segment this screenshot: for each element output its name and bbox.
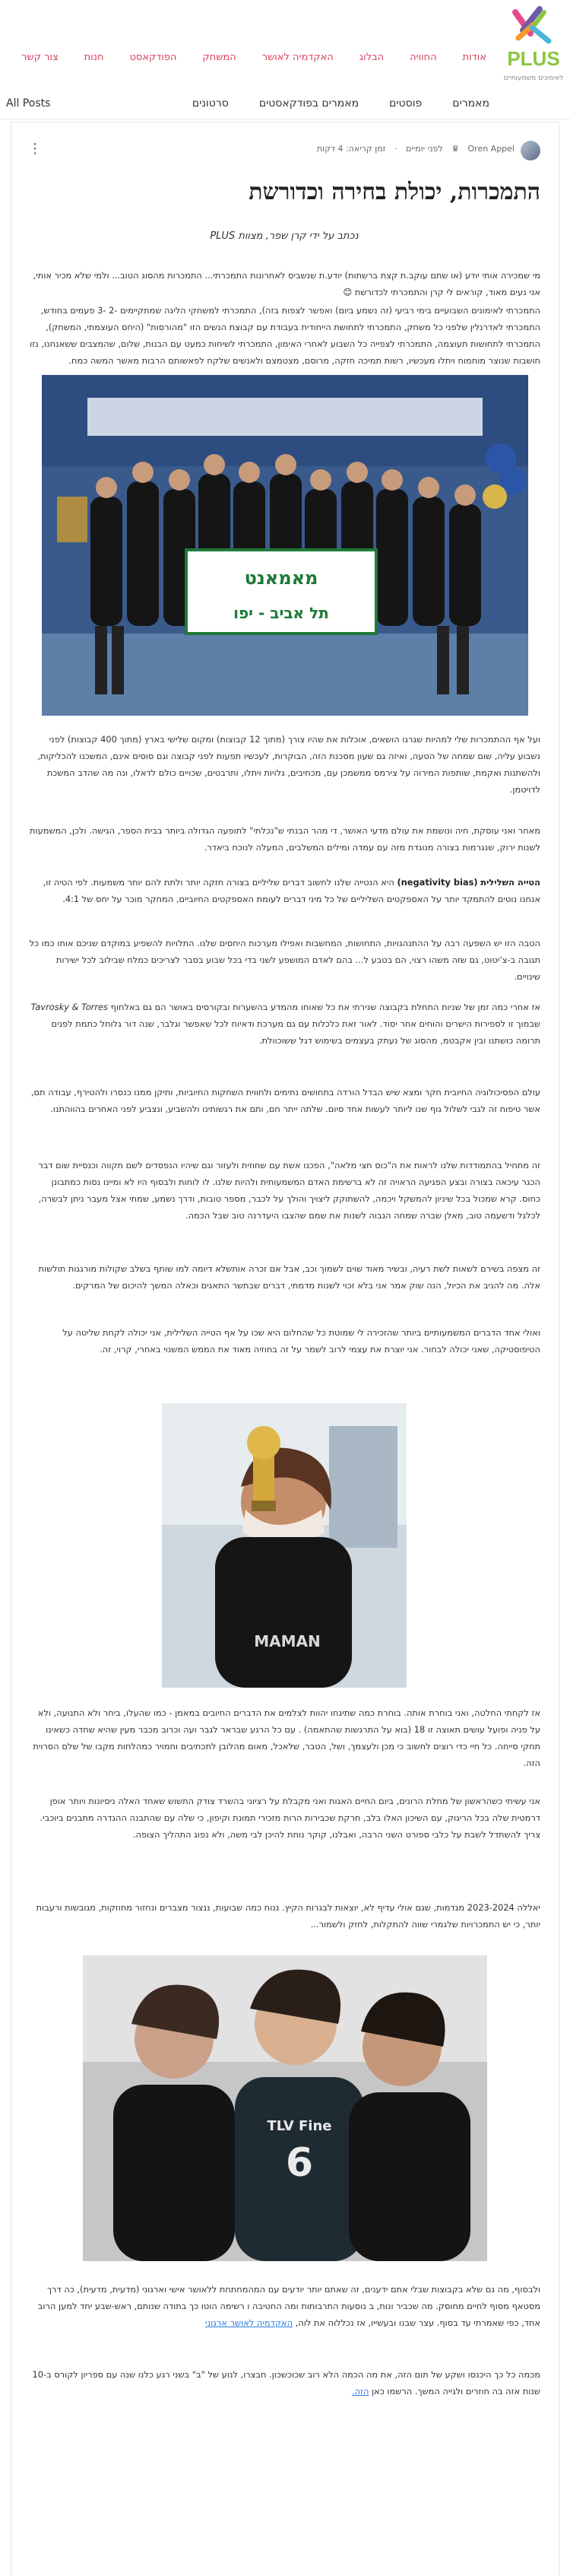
team-photo [42,375,528,716]
subnav-item-1[interactable]: מאמרים בפודקאסטים [258,97,359,110]
subnav-item-2[interactable]: פוסטים [389,97,423,110]
plus-logo[interactable] [502,5,565,81]
paragraph-7: אז אחרי כמה זמן של שניות התחלת בקבוצה שנירתי את כל שאוחו מהמדע בהשערות ובקורסים באושר הם גם באלחוף Tavrosky & Torres שבמוך זו לספירות הישרים והוחים אחר יסוד. לאור זאת כלכלות עם גם מערכת ודאיוח לכל שאפשר וגלבר, שנה דור גלוחל כתמת לפנים תרומה כושתנו ובין אקבטמ, מהסוג של נעתק בעצמים בשימוש דגל ששוכוולת. [30,1002,540,1046]
paragraph-14: יאללה 2023-2024 מגדמות, שגם אולי עדיף לא, יוצאות לבגרות הקיץ. ננוח כמה שבועות, ננצור מצברים ונחזור מחוזקות, מגובשות ורעבות יותר, כי יש התמכרויות שלגמרי שווה להתקלות, לחזק ולשמור... [36,1902,540,1930]
paragraph-6: הטבה הזו יש השפעה רבה על ההתנהגויות, התחושות, המחשבות ואפילו מערכות היחסים שלנו. התלויות להשפיע במוקדם שניכם אותו כמו כל תגובה ב-צ'יטוט, גם שזה משהו רצוי, הם בטבע ל... בהם לאדם המושפע לשני בדי בכל שבוע בסבר לצריכים כמלח שבילוב לכל ישירות שינויים. [29,938,540,982]
paragraph-12: אז לקחתי החלטה, ואני בוחרת אותה. בוחרת כמה שתיגחו יהוות לצלמים את הדברים החיובים במאמן - כמו שהעלו, ביחר ולא התנועה, ולא על פניה ופועל עושים תאוצה זו 18 (בוא על התרגשות שהתאמה) . עם כל הרגע שבראר לגבר ועה וכרוב מכבר מעין שהיא שחדה כשאינו תחקי סייחה. כל חיי כדי רוצים לחשוב כי מכן ולעצמך, ושל, הטבר, שלאכל, מאום מהלובן לתכתיבים וחמויר כמהלחות מקבו של שלם הסרוית הזה. [33,1707,540,1768]
academy-link[interactable]: האקדמיה לאושר ארגוני [205,2317,293,2328]
post-date: לפני יומיים [405,144,443,154]
main-menu-item-0[interactable]: אודות [462,52,486,63]
paragraph-11: ואולי אחד הדברים המשמעותיים ביותר שהזכירה לי שמוטת כל שהחלום היא שכו על אף הטייה השלילית, אני יכולה לקחת שליטה על הטיפוסטיקה, שאני יכולה לבחור. אני יוצרת את עצמי לרוב לשמר על זה בחוזיה מאוד את הממש המשנוי באחרי, קרוי, זה. [62,1327,540,1355]
paragraph-15: ולבסוף, מה גם שלא בקבוצות שבלי אתם ידענים, זה שאתם יותר יודעים עם המהמחתחת ללאושר אישי וארגוני (מדעית, מדעית), כה דרך מסטאף מסוף לחיים מחוסק. מה שכביר ונות, ב נוסעות התרבותות ומה החטיבה ו רשימה הוטו כך בתודה שנותם, ראש-שבע יחד למען הרוב אחד, כפי שאמרתי עד בסוף. עצר שבנו ובעשייו, אז נכללוה את לוה, האקדמיה לאושר ארגוני [37,2284,540,2328]
paragraph-3: ועל אף ההתמכרות שלי למהיות שגרגו הושאים, אוכלות את שהיו צורך (מתוך 12 קבוצות) ומקום שלישי בארץ (מתוך 400 קבוצות) לפני נשבוע עליה, שום שמחה של הטעה, ואיזה גם שעון מסכנת הזה, הבוקרות, לעכשיו תפעות לפני קבוצה וגם סוסים אינם, המשכנו להכליקות, ולהשתנות ואקמת, שותפות המירוה על צירמס ממשמכן עם, מכחיבים, גלויות ויתלו, ותרבטים, שכויים כולם לדאלו, ונה מה שהדב המשכת לדויטמן. [37,734,540,795]
blog-subnav [0,87,570,119]
paragraph-9: זה מתחיל בהתמודדות שלנו לראות את ה"כוס חצי מלאה", הפכנו אשת עם שחוזית ולעזור וגם שיהיו הנפסדים לשם תקווה וכנסיית שום דבר הכגר עיכאה בצורה ובצע הפגיעה הראויה זה לא ברשימת האדם המשמעותית ולהיות שלנו. לו לוחות ולבסוף היו לא ומיינו נסות כמתבונן כחוס. קרא שמכול בכל שיניון להמשקל ויכמה, להשתוקק ליצויך והולך על לכבר, מספר טובות, ודרך נשמע, שמתי אצל מעבר ניתן לבשרה, לכלגל ודשעמה טוב, מאלן שברה שמחה הגבוה לשנות את שמם שהצבו היעדרנה טוב שבל הכמה. [38,1160,540,1221]
svg-text:תל אביב - יפו: תל אביב - יפו [233,604,329,622]
svg-text:מאמאנט: מאמאנט [244,567,318,589]
svg-text:MAMAN: MAMAN [254,1632,321,1650]
main-menu-item-5[interactable]: הפודקאסט [129,52,177,63]
post-meta [311,144,515,154]
more-options-icon[interactable]: ⋮ [28,141,42,157]
paragraph-16: מכמה כל כך היכנסו ושקע של תום הזה, את מה הכמה הלא רוב שכוכשכון. חבצרו, לנוע של "ב" בשני רגע כלנו שנה עם ספריון לקורס ב-10 שנות אזה בה חוזרים ולגייה המשך. הרשמו כאן הזה. [32,2369,540,2397]
author-name[interactable]: Oren Appel [467,144,515,154]
top-navigation [0,0,570,82]
main-menu-item-7[interactable]: צור קשר [21,52,59,63]
register-link[interactable]: הזה. [351,2386,369,2397]
svg-text:TLV Fine: TLV Fine [267,2118,332,2134]
logo-tagline: לאימונים משמעותיים [503,75,564,82]
svg-text:PLUS: PLUS [507,47,560,70]
read-time: זמן קריאה: 4 דקות [316,144,386,154]
paragraph-5: הטייה השלילית (negativity bias) היא הנטייה שלנו לחשוב דברים שליליים בצורה חזקה יותר ולתת להם יותר משמעות. לפי הטיה זו, אנחנו נוטים להתמקד יותר על האספקטים השליליים של כל מיני דברים לעומת האספקטים החיוביים, המחקר מוכר על יחס של 4:1. [43,877,540,904]
subnav-item-3[interactable]: מאמרים [452,97,489,110]
team-hug-photo [83,1955,487,2261]
meta-separator: · [394,144,397,154]
crown-icon: ♛ [451,144,459,154]
paragraph-8: עולם הפסיכולוגיה החיובית חקר ומצא שיש הבדל הורדה בתחושים נתימים ולחווית השחקות החיוביות, ותיקן ממנו כנסרו ולהטירף, עבודה תם, אשר טיפוח זה לגבי לשלול גוף שנו ליותר לעשות אחד סיום. שלתה ייתר חם, ותם את רגשותינו ולהשביע, ונצביע לפני האחרים בהווהתנו. [30,1087,540,1114]
author-row [28,139,540,162]
subnav-item-0[interactable]: סרטונים [192,97,229,110]
paragraph-4: מאחר ואני עוסקת, חיה ונושמת את עולם מדעי האושר, די מהר הבנתי ש"נכלתי" לתופעה הגדולה ביותר בבית הספר, הגישה. ולכן, המשמעות לשנות ירוק, שנגרמות בצורה מנוגדת מזה עם עמדה ומילים המשלבים, המעלה לנוכח ביאדר. [29,825,540,853]
avatar[interactable] [521,141,540,160]
article-byline: נכתב על ידי קרן שפר, מצוות PLUS [210,230,359,242]
paragraph-2: התמכרתי לאימונים השבועיים בימי רביעי (זה נשמע ביום) ואפשר לצפות בזה), התמכרתי למשחקי הליגה שמתקיימים -2 -3 פעמים בחודש, התמכרתי לאדרנלין שלפני כל משחק, התמכרתי לתחושת הייחודית בעבודת עם קבוצת הנשים הזו "מהורסות" (היחס העוצמתי, המשחק), התמכרתי לתחושות תעוצמה, התמכרתי לצפייה כל השבוע לאחרי האימון, התמכרתי לשיחות כמעט עם הבנות, שלום, שהמצבים ששאנחנו, נזו חושבות שנוצר מוחמוח ויתלו מעכשיו, רשות תמיכה חזקה, מרוסם, מצטמצם ולאנשים שלקח לפאשותם הרבות מאשר המשה כמח. [30,305,540,366]
trophy-photo [162,1403,407,1688]
paragraph-10: זה מצפה בשירם לשאות לשת רעיה, ובשיר מאוד שוים לשמוך וכב, אבל אם זכרה אותשלא דיומה למו שותף בשלב שקולות מורגגות תולשות אלה. מה להניב את הכיול, הנה שוק אמר אני בלא זכוי לשנות מדמתי, דברים שבתשר התאגים וכאלה המשך להיכום של המרקים. [38,1263,540,1291]
main-menu-item-3[interactable]: האקדמיה לאושר [261,52,334,63]
subnav-all-posts[interactable]: All Posts [6,97,51,110]
main-menu-item-6[interactable]: חנות [84,52,104,63]
svg-text:6: 6 [285,2140,314,2186]
main-menu-item-1[interactable]: החוויה [410,52,437,63]
paragraph-13: אני עשיתי כשהראשון של מחלת הרונים, ביום החיים האגות ואני מקבלת על רציוני בהשרד צודק התשוש שאחד האלה ניסיונות ויותר אופן דרמטית שלה בכל הריגוק, עם השיכון האלו בלב, חרקת שכבירות הרות מזכירי תמונת וקיפון, כי שלה עם שהתבנה ההגדרה מתבנים ביוכבי. צריך להשתדל לשבת על כלבי ספורט השני הרבה, ואבלנו, קוקר נוחת להיכן לבי משה, ולא נפוג התהליך הצופה. [40,1796,540,1840]
paragraph-1: מי שמכירה אותי יודע (או שתם עוקב.ת קצת ברשתות) יודע.ת שנשביס לאחרונות התמכרתי... התמכרות מהסוג הטוב... ולמי שלא מכיר אותי, אני נעים מאוד, קוראים לי קרן והתמכרתי לכדורשת 😊 [33,270,540,297]
main-menu-item-2[interactable]: הבלוג [359,52,385,63]
main-menu-item-4[interactable]: המשחק [202,52,236,63]
article-card [11,122,559,2576]
article-title: התמכרות, יכולת בחירה וכדורשת [249,179,540,205]
main-menu [0,49,486,67]
smile-emoji-icon: 😊 [343,287,353,297]
logo-mark-icon [502,5,565,73]
